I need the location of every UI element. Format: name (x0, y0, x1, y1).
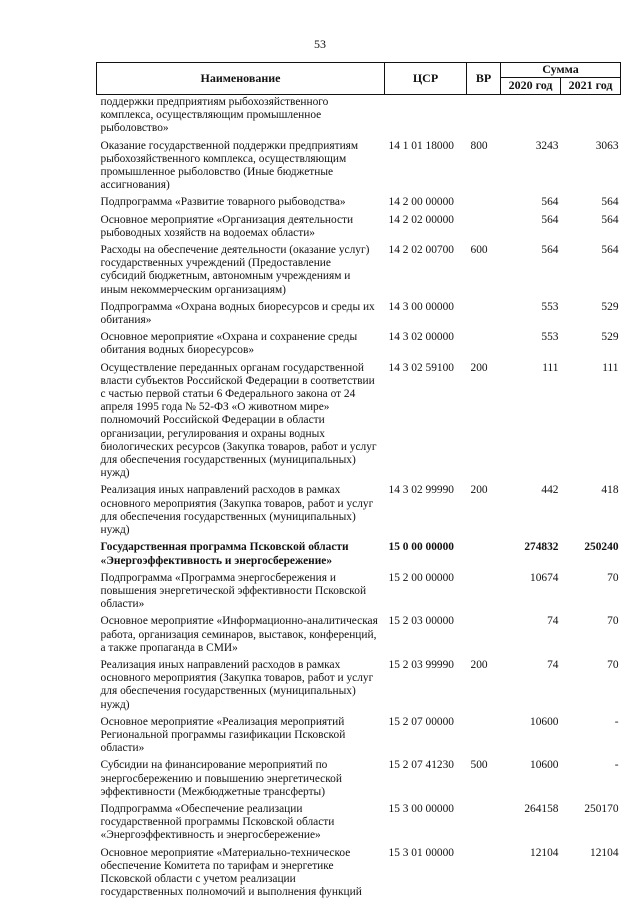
row-csr: 14 3 02 00000 (388, 331, 454, 344)
row-amount-2021: - (614, 759, 619, 772)
table-row (97, 615, 621, 659)
row-amount-2020: 3243 (535, 139, 559, 152)
row-amount-2021: - (614, 715, 619, 728)
row-name: Осуществление переданных органам государственной власти субъектов Российской Федерации в соответствии с частью первой статьи 6 Федерального закона от 24 апреля 1995 года № 52-ФЗ «О животном мире» полномочий Российской Федерации в области организации, регулирования и охраны водных биологических ресурсов (Закупка товаров, работ и услуг для обеспечения государственных (муниципальных) нужд) (100, 361, 377, 480)
row-name: поддержки предприятиям рыбохозяйственного комплекса, осуществляющим промышленное рыболовство» (100, 96, 329, 135)
table-row (97, 301, 621, 331)
row-amount-2021 (561, 95, 621, 140)
row-vr (467, 803, 501, 847)
row-csr: 14 1 01 18000 (388, 139, 454, 152)
row-csr: 15 3 01 00000 (388, 846, 454, 859)
row-amount-2020: 10600 (530, 759, 559, 772)
row-csr: 14 2 02 00700 (388, 244, 454, 257)
row-csr: 15 3 00 00000 (388, 802, 454, 815)
row-amount-2020: 10600 (530, 715, 559, 728)
row-amount-2021: 250240 (584, 541, 619, 554)
row-vr: 500 (470, 759, 488, 772)
table-row (97, 541, 621, 571)
row-csr: 15 2 03 99990 (388, 658, 454, 671)
row-amount-2020: 564 (541, 196, 559, 209)
row-name: Основное мероприятие «Информационно-аналитическая работа, организация семинаров, выставок, конференций, а также пропаганда в СМИ» (100, 615, 378, 654)
row-amount-2020: 553 (541, 300, 559, 313)
table-row (97, 484, 621, 541)
row-csr: 14 3 02 59100 (388, 361, 454, 374)
row-amount-2020: 10674 (530, 571, 559, 584)
row-vr (467, 95, 501, 140)
row-amount-2021: 564 (601, 213, 619, 226)
row-vr (467, 847, 501, 904)
row-vr: 200 (470, 484, 488, 497)
table-row (97, 362, 621, 485)
row-name: Реализация иных направлений расходов в рамках основного мероприятия (Закупка товаров, работ и услуг для обеспечения государственных (муниципальных) нужд) (100, 484, 374, 537)
table-row (97, 572, 621, 616)
row-amount-2021: 564 (601, 244, 619, 257)
row-vr: 600 (470, 244, 488, 257)
row-amount-2021: 12104 (590, 846, 619, 859)
header-sum: Сумма (501, 63, 621, 78)
row-csr: 15 2 00 00000 (388, 571, 454, 584)
row-amount-2021: 529 (601, 300, 619, 313)
row-vr (467, 331, 501, 361)
row-amount-2020: 74 (547, 615, 559, 628)
header-year-2021: 2021 год (561, 78, 621, 95)
row-csr: 15 2 07 00000 (388, 715, 454, 728)
row-amount-2020: 564 (541, 244, 559, 257)
row-amount-2021: 250170 (584, 802, 619, 815)
row-vr (467, 196, 501, 213)
row-amount-2020: 111 (542, 361, 559, 374)
row-name: Расходы на обеспечение деятельности (оказание услуг) государственных учреждений (Предоставление субсидий бюджетным, автономным учреждениям и иным некоммерческим организациям) (100, 244, 370, 296)
row-name: Подпрограмма «Обеспечение реализации государственной программы Псковской области «Энергоэффективность и энергосбережение» (100, 802, 335, 842)
row-csr: 15 2 07 41230 (388, 759, 454, 772)
row-vr (467, 615, 501, 659)
row-csr (385, 95, 467, 140)
row-vr (467, 572, 501, 616)
table-row (97, 659, 621, 716)
row-name: Реализация иных направлений расходов в рамках основного мероприятия (Закупка товаров, работ и услуг для обеспечения государственных (муниципальных) нужд) (100, 658, 374, 711)
header-csr: ЦСР (385, 63, 467, 95)
header-year-2020: 2020 год (501, 78, 561, 95)
row-amount-2020: 74 (547, 658, 559, 671)
row-amount-2021: 70 (607, 571, 619, 584)
table-row (97, 331, 621, 361)
row-name: Подпрограмма «Охрана водных биоресурсов и среды их обитания» (100, 300, 375, 327)
table-row (97, 140, 621, 197)
row-csr: 15 2 03 00000 (388, 615, 454, 628)
budget-table (96, 62, 621, 903)
table-header (97, 63, 621, 95)
row-amount-2020: 442 (541, 484, 559, 497)
row-csr: 14 2 00 00000 (388, 196, 454, 209)
row-name: Основное мероприятие «Организация деятельности рыбоводных хозяйств на водоемах области» (100, 213, 354, 239)
table-row (97, 214, 621, 244)
table-row (97, 847, 621, 904)
table-row (97, 244, 621, 301)
row-name: Оказание государственной поддержки предприятиям рыбохозяйственного комплекса, осуществляющим промышленное рыболовство (Иные бюджетные ассигнования) (100, 139, 359, 192)
row-amount-2020: 274832 (524, 541, 559, 554)
row-amount-2020: 564 (541, 213, 559, 226)
row-vr (467, 214, 501, 244)
table-row (97, 803, 621, 847)
row-name: Подпрограмма «Развитие товарного рыбоводства» (100, 196, 346, 209)
table-row (97, 759, 621, 803)
row-name: Основное мероприятие «Материально-техническое обеспечение Комитета по тарифам и энергетике Псковской области с учетом реализации государственных полномочий и выполнения функций (100, 846, 362, 899)
row-csr: 14 2 02 00000 (388, 213, 454, 226)
row-amount-2020: 12104 (530, 846, 559, 859)
header-vr: ВР (467, 63, 501, 95)
row-amount-2021: 529 (601, 331, 619, 344)
row-vr: 800 (470, 139, 488, 152)
row-csr: 15 0 00 00000 (388, 541, 454, 554)
row-vr (467, 716, 501, 760)
row-name: Государственная программа Псковской области «Энергоэффективность и энергосбережение» (100, 541, 349, 567)
row-amount-2021: 418 (601, 484, 619, 497)
table-body (97, 95, 621, 904)
row-csr: 14 3 02 99990 (388, 484, 454, 497)
row-csr: 14 3 00 00000 (388, 300, 454, 313)
row-name: Подпрограмма «Программа энергосбережения и повышения энергетической эффективности Псковской области» (100, 571, 367, 611)
row-amount-2020: 553 (541, 331, 559, 344)
row-name: Основное мероприятие «Реализация мероприятий Региональной программы газификации Псковской области» (100, 715, 346, 755)
row-amount-2021: 70 (607, 658, 619, 671)
row-name: Субсидии на финансирование мероприятий по энергосбережению и повышению энергетической эффективности (Межбюджетные трансферты) (100, 759, 342, 798)
row-vr (467, 541, 501, 571)
page-number: 53 (314, 37, 326, 51)
table-row (97, 196, 621, 213)
row-name: Основное мероприятие «Охрана и сохранение среды обитания водных биоресурсов» (100, 331, 358, 357)
row-amount-2020 (501, 95, 561, 140)
table-row (97, 95, 621, 140)
row-vr (467, 301, 501, 331)
row-vr: 200 (470, 361, 488, 374)
row-amount-2020: 264158 (524, 802, 559, 815)
header-name: Наименование (97, 63, 385, 95)
table-row (97, 716, 621, 760)
row-vr: 200 (470, 658, 488, 671)
row-amount-2021: 111 (602, 361, 619, 374)
row-amount-2021: 564 (601, 196, 619, 209)
row-amount-2021: 3063 (595, 139, 619, 152)
row-amount-2021: 70 (607, 615, 619, 628)
